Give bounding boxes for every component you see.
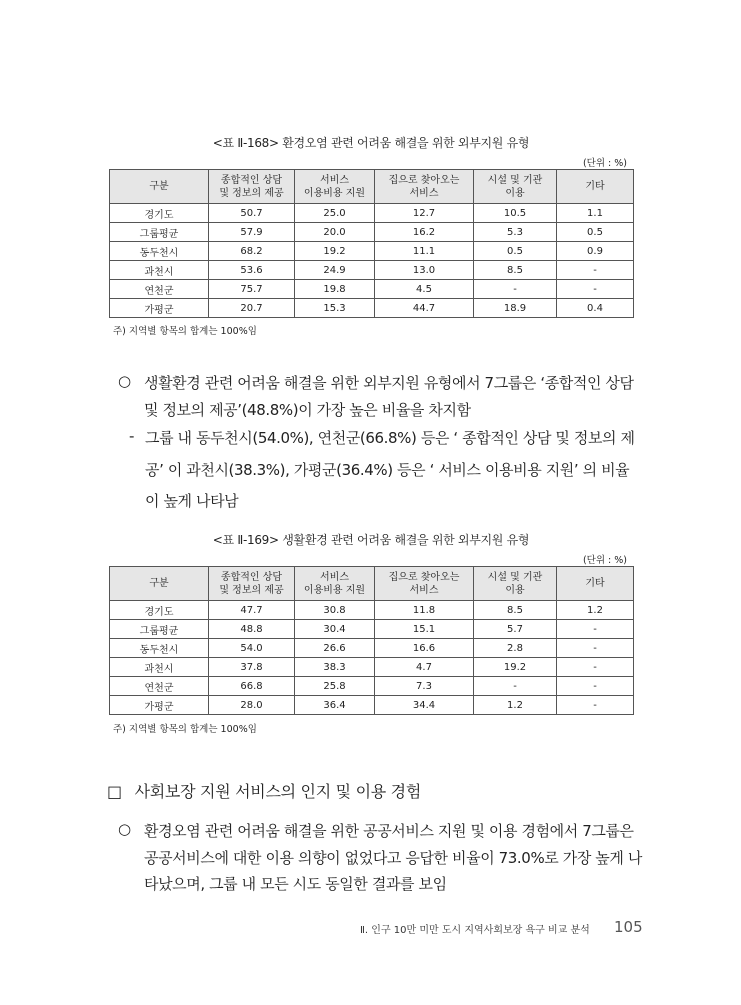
table-row [110,242,634,261]
para2-dash: - [129,427,135,445]
table1-caption: <표 Ⅱ-168> 환경오염 관련 어려움 해결을 위한 외부지원 유형 [212,136,530,150]
table1-unit: (단위 : %) [582,158,627,169]
table-cell: 15.3 [295,299,375,318]
table-cell: 24.9 [295,261,375,280]
table-cell: 1.2 [474,696,557,715]
table1-body [110,204,634,318]
section-marker: □ [107,782,122,801]
table-cell: 19.8 [295,280,375,299]
table-cell: 11.8 [375,601,474,620]
table1-header-cell: 종합적인 상담 및 정보의 제공 [209,170,295,204]
table-row [110,639,634,658]
table-cell: 11.1 [375,242,474,261]
table2-header [110,567,634,601]
table2-header-cell: 종합적인 상담 및 정보의 제공 [209,567,295,601]
row-label: 동두천시 [110,639,209,658]
table-row [110,601,634,620]
table-cell: 12.7 [375,204,474,223]
table-cell: - [557,677,634,696]
table-cell: 16.6 [375,639,474,658]
table2 [109,566,634,715]
section-title: 사회보장 지원 서비스의 인지 및 이용 경험 [134,782,421,801]
para3-bullet: ○ [118,820,131,838]
table-cell: 28.0 [209,696,295,715]
table-cell: 34.4 [375,696,474,715]
table-row [110,696,634,715]
table-cell: 37.8 [209,658,295,677]
table-cell: 8.5 [474,261,557,280]
table-row [110,677,634,696]
para1-line1: 생활환경 관련 어려움 해결을 위한 외부지원 유형에서 7그룹은 ‘종합적인 상담 [144,374,634,392]
table-cell: 20.7 [209,299,295,318]
table-cell: 0.4 [557,299,634,318]
table-row [110,223,634,242]
table-cell: 30.4 [295,620,375,639]
row-label: 경기도 [110,204,209,223]
para3-line2: 공공서비스에 대한 이용 의향이 없었다고 응답한 비율이 73.0%로 가장 높게 나 [144,849,642,867]
table1-header-cell: 집으로 찾아오는 서비스 [375,170,474,204]
row-label: 과천시 [110,261,209,280]
table-cell: 16.2 [375,223,474,242]
table-row [110,280,634,299]
table1 [109,169,634,318]
table-cell: 47.7 [209,601,295,620]
row-label: 그룹평균 [110,223,209,242]
table1-header-cell: 서비스 이용비용 지원 [295,170,375,204]
row-label: 연천군 [110,280,209,299]
table-cell: 25.8 [295,677,375,696]
table1-header-cell: 구분 [110,170,209,204]
table-cell: 30.8 [295,601,375,620]
table-cell: 0.5 [557,223,634,242]
para2-line3: 이 높게 나타남 [145,492,239,510]
table-cell: 1.1 [557,204,634,223]
table2-caption: <표 Ⅱ-169> 생활환경 관련 어려움 해결을 위한 외부지원 유형 [212,533,530,547]
table1-header-cell: 시설 및 기관 이용 [474,170,557,204]
table-cell: 5.3 [474,223,557,242]
row-label: 경기도 [110,601,209,620]
footer-text: Ⅱ. 인구 10만 미만 도시 지역사회보장 욕구 비교 분석 [360,925,590,936]
table-cell: 8.5 [474,601,557,620]
table-cell: 19.2 [474,658,557,677]
table-cell: 4.7 [375,658,474,677]
table-cell: - [557,696,634,715]
table-cell: 54.0 [209,639,295,658]
table2-body [110,601,634,715]
table-cell: 44.7 [375,299,474,318]
table2-header-cell: 구분 [110,567,209,601]
table-row [110,620,634,639]
table-cell: - [474,677,557,696]
row-label: 가평군 [110,299,209,318]
para3-line3: 타났으며, 그룹 내 모든 시도 동일한 결과를 보임 [144,875,447,893]
section-heading [107,779,421,802]
row-label: 연천군 [110,677,209,696]
table-row [110,261,634,280]
row-label: 가평군 [110,696,209,715]
row-label: 동두천시 [110,242,209,261]
para1-bullet: ○ [118,372,131,390]
para3-line1: 환경오염 관련 어려움 해결을 위한 공공서비스 지원 및 이용 경험에서 7그룹은 [144,822,634,840]
table-cell: 66.8 [209,677,295,696]
table-cell: 19.2 [295,242,375,261]
table-cell: 13.0 [375,261,474,280]
page-number: 105 [614,918,643,936]
table-cell: 68.2 [209,242,295,261]
table-cell: 0.5 [474,242,557,261]
table-cell: 26.6 [295,639,375,658]
table2-header-cell: 서비스 이용비용 지원 [295,567,375,601]
table2-header-cell: 시설 및 기관 이용 [474,567,557,601]
table-cell: - [557,658,634,677]
table-cell: 1.2 [557,601,634,620]
table-row [110,204,634,223]
table-cell: 2.8 [474,639,557,658]
para1-line2: 및 정보의 제공’(48.8%)이 가장 높은 비율을 차지함 [144,401,471,419]
table-cell: - [557,261,634,280]
table-cell: 7.3 [375,677,474,696]
table-cell: 25.0 [295,204,375,223]
table-cell: 15.1 [375,620,474,639]
table1-header-cell: 기타 [557,170,634,204]
table-cell: 4.5 [375,280,474,299]
table-cell: - [474,280,557,299]
table-cell: - [557,639,634,658]
table-row [110,658,634,677]
table-cell: 50.7 [209,204,295,223]
table-cell: 38.3 [295,658,375,677]
row-label: 그룹평균 [110,620,209,639]
table2-unit: (단위 : %) [582,555,627,566]
table2-header-cell: 집으로 찾아오는 서비스 [375,567,474,601]
table-cell: - [557,280,634,299]
table-cell: 5.7 [474,620,557,639]
table-cell: 18.9 [474,299,557,318]
table-row [110,299,634,318]
row-label: 과천시 [110,658,209,677]
table2-header-cell: 기타 [557,567,634,601]
para2-line1: 그룹 내 동두천시(54.0%), 연천군(66.8%) 등은 ‘ 종합적인 상담 및 정보의 제 [145,429,635,447]
table2-note: 주) 지역별 항목의 합계는 100%임 [113,724,257,735]
table-cell: 36.4 [295,696,375,715]
table-cell: 53.6 [209,261,295,280]
table-cell: 57.9 [209,223,295,242]
table-cell: 75.7 [209,280,295,299]
table-cell: 0.9 [557,242,634,261]
table1-note: 주) 지역별 항목의 합계는 100%임 [113,326,257,337]
table-cell: 10.5 [474,204,557,223]
table-cell: 48.8 [209,620,295,639]
table1-header [110,170,634,204]
table-cell: - [557,620,634,639]
table-cell: 20.0 [295,223,375,242]
para2-line2: 공’ 이 과천시(38.3%), 가평군(36.4%) 등은 ‘ 서비스 이용비용 지원’ 의 비율 [145,461,630,479]
